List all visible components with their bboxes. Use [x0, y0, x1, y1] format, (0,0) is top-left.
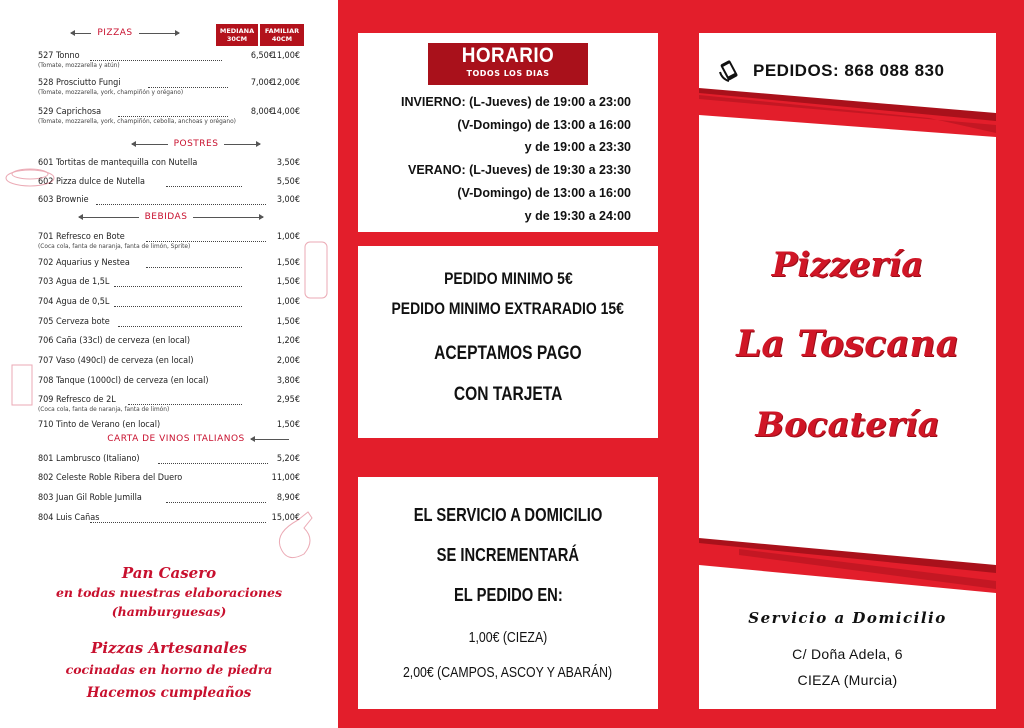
promo-pizzas-artesanales: Pizzas Artesanales	[91, 639, 247, 657]
phone-line[interactable]	[717, 58, 944, 84]
pedido-box	[358, 246, 658, 438]
servicio-line-1: EL SERVICIO A DOMICILIO	[413, 505, 603, 525]
pedido-minimo-extraradio: PEDIDO MINIMO EXTRARADIO 15€	[391, 299, 625, 318]
horario-box	[358, 33, 658, 232]
servicio-campos: 2,00€ (CAMPOS, ASCOY Y ABARÁN)	[403, 664, 613, 681]
address-city: CIEZA (Murcia)	[797, 672, 898, 688]
promo-line-5: cocinadas en horno de piedra	[65, 662, 273, 677]
title-pizzeria: Pizzería	[771, 245, 924, 285]
horario-line-6: y de 19:30 a 24:00	[524, 209, 631, 223]
promo-line-2: en todas nuestras elaboraciones	[55, 585, 283, 600]
promo-cumpleanos: Hacemos cumpleaños	[86, 685, 252, 701]
servicio-cieza: 1,00€ (CIEZA)	[468, 629, 548, 646]
phone-icon	[717, 58, 743, 84]
promo-line-3: (hamburguesas)	[111, 604, 227, 619]
promo-pan-casero: Pan Casero	[121, 564, 217, 582]
horario-title: HORARIO TODOS LOS DIAS	[428, 43, 588, 85]
section-bebidas-heading: BEBIDAS	[40, 210, 302, 224]
arrow-right-icon	[139, 33, 179, 34]
pago-tarjeta-line2: CON TARJETA	[453, 384, 563, 405]
size-header-mediana: MEDIANA 30CM	[216, 24, 258, 46]
size-header-familiar: FAMILIAR 40CM	[260, 24, 304, 46]
servicio-box	[358, 477, 658, 709]
servicio-line-2: SE INCREMENTARÁ	[436, 545, 580, 565]
cover-panel	[699, 33, 996, 709]
pago-tarjeta-line1: ACEPTAMOS PAGO	[434, 343, 582, 364]
title-la-toscana: La Toscana	[736, 323, 959, 365]
address-street: C/ Doña Adela, 6	[792, 646, 903, 662]
section-postres-heading: POSTRES	[96, 137, 296, 151]
title-bocateria: Bocatería	[755, 405, 940, 445]
section-pizzas-heading: PIZZAS	[40, 26, 210, 40]
servicio-domicilio-title: Servicio a Domicilio	[748, 609, 947, 627]
pedido-minimo: PEDIDO MINIMO 5€	[443, 269, 573, 288]
horario-line-4: VERANO: (L-Jueves) de 19:30 a 23:30	[407, 163, 631, 177]
section-vinos-heading: CARTA DE VINOS ITALIANOS	[80, 432, 310, 446]
arrow-left-icon	[71, 33, 91, 34]
phone-number[interactable]: PEDIDOS: 868 088 830	[753, 61, 945, 80]
horario-line-3: y de 19:00 a 23:30	[524, 140, 631, 154]
servicio-line-3: EL PEDIDO EN:	[453, 585, 563, 605]
horario-line-5: (V-Domingo) de 13:00 a 16:00	[457, 186, 631, 200]
menu-panel: PIZZAS MEDIANA 30CM FAMILIAR 40CM 527 Tonno 6,50€ 11,00€ (Tomate, mozzarella y atún) 528 Prosciutto Fungi 7,00€ 12,00€ (Tomate, mozzarella, york, champiñón y orégano) 529 Caprichosa 8,00€ 14,00€ (Tomate, mozzarella, york, champiñón, cebolla, anchoas y orégano) POSTRES 601 Tortitas de mantequilla con Nutella 3,50€ 602 Pizza dulce de Nutella 5,50€ 603 Brownie 3,00€ BEBIDAS 701 Refresco en Bote 1,00€ (Coca cola, fanta de naranja, fanta de limón, Sprite) 702 Aquarius y Nestea 1,50€ 703 Agua de 1,5L 1,50€ 704 Agua de 0,5L 1,00€ 705 Cerveza bote 1,50€ 706 Caña (33cl) de cerveza (en local) 1,20€ 707 Vaso (490cl) de cerveza (en local) 2,00€ 708 Tanque (1000cl) de cerveza (en local) 3,80€ 709 Refresco de 2L 2,95€ (Coca cola, fanta de naranja, fanta de limón) 710 Tinto de Verano (en local) 1,50€ CARTA DE VINOS ITALIANOS 801 Lambrusco (Italiano) 5,20€ 802 Celeste Roble Ribera del Duero 11,00€ 803 Juan Gil Roble Jumilla 8,90€ 804 Luis Cañas 15,00€ Pan Casero en todas nuestras elaboraciones (hamburguesas) Pizzas Artesanales cocinadas en horno de piedra Hacemos cumpleaños	[0, 0, 338, 728]
ribbon-graphic	[699, 33, 996, 709]
horario-line-2: (V-Domingo) de 13:00 a 16:00	[457, 118, 631, 132]
horario-line-1: INVIERNO: (L-Jueves) de 19:00 a 23:00	[401, 95, 631, 109]
